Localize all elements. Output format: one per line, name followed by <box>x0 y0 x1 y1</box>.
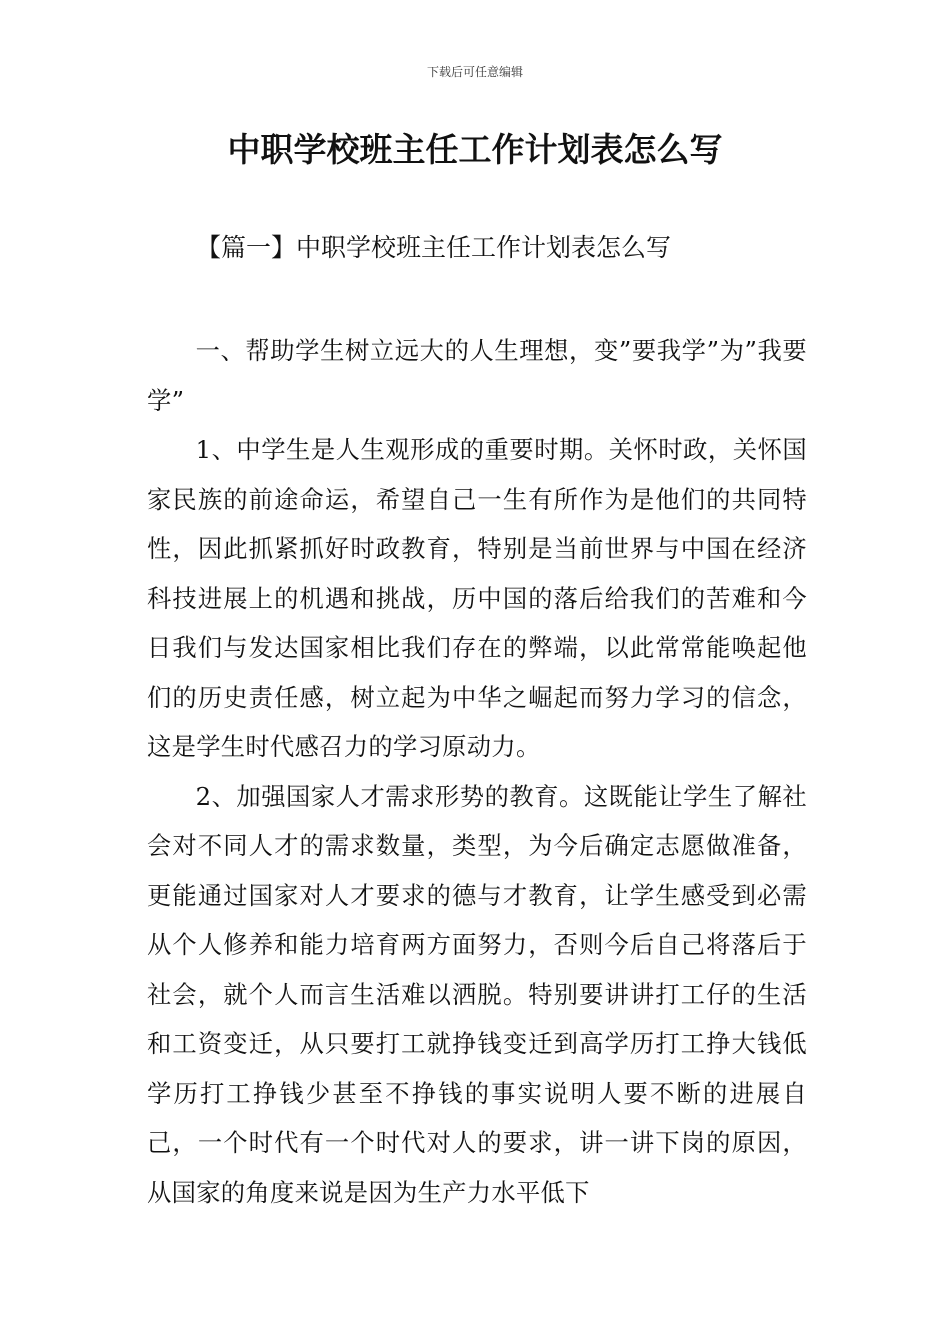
section-heading: 【篇一】中职学校班主任工作计划表怎么写 <box>196 233 672 262</box>
document-title: 中职学校班主任工作计划表怎么写 <box>227 130 723 169</box>
paragraph-point-1: 1、中学生是人生观形成的重要时期。关怀时政，关怀国家民族的前途命运，希望自己一生有所作为是他们的共同特性，因此抓紧抓好时政教育，特别是当前世界与中国在经济科技进展上的机遇和挑战，历中国的落后给我们的苦难和今日我们与发达国家相比我们存在的弊端，以此常常能唤起他们的历史责任感，树立起为中华之崛起而努力学习的信念，这是学生时代感召力的学习原动力。 <box>147 435 807 761</box>
document-body <box>147 326 807 1217</box>
page-header-note: 下载后可任意编辑 <box>426 65 523 79</box>
paragraph-point-2: 2、加强国家人才需求形势的教育。这既能让学生了解社会对不同人才的需求数量，类型，为今后确定志愿做准备，更能通过国家对人才要求的德与才教育，让学生感受到必需从个人修养和能力培育两方面努力，否则今后自己将落后于社会，就个人而言生活难以洒脱。特别要讲讲打工仔的生活和工资变迁，从只要打工就挣钱变迁到高学历打工挣大钱低学历打工挣钱少甚至不挣钱的事实说明人要不断的进展自己，一个时代有一个时代对人的要求，讲一讲下岗的原因，从国家的角度来说是因为生产力水平低下 <box>147 781 807 1207</box>
paragraph-goal-heading: 一、帮助学生树立远大的人生理想，变”要我学”为”我要学” <box>147 336 807 415</box>
